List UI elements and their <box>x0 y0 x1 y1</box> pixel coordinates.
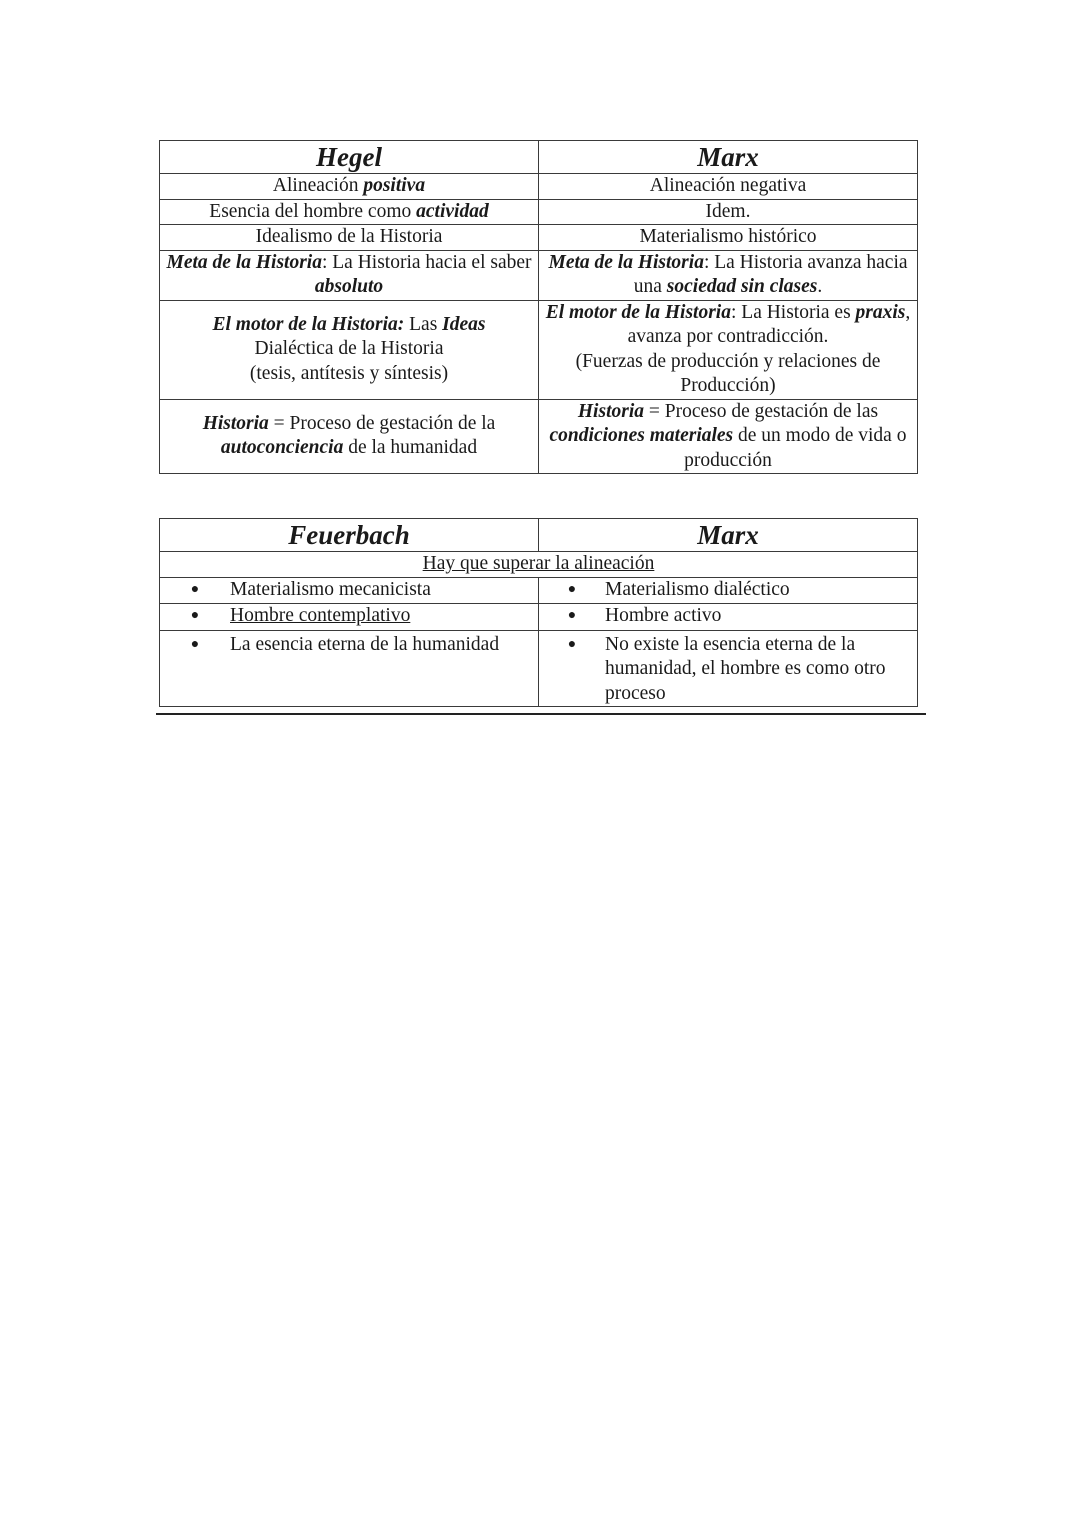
bullet-icon <box>160 633 230 658</box>
feuerbach-marx-table <box>159 518 918 707</box>
marx-item-cell <box>539 603 918 630</box>
bullet-icon <box>160 578 230 603</box>
feuerbach-item-cell <box>160 577 539 603</box>
marx-item-cell <box>539 630 918 707</box>
marx-item-cell <box>539 577 918 603</box>
bullet-icon <box>539 578 605 603</box>
hegel-essence-cell: Esencia del hombre como actividad <box>160 199 539 225</box>
marx-alienation-cell: Alineación negativa <box>539 174 918 200</box>
marx-materialism-cell: Materialismo histórico <box>539 225 918 251</box>
header-hegel: Hegel <box>160 141 539 174</box>
hegel-marx-table <box>159 140 918 474</box>
list-item: ● La esencia eterna de la humanidad <box>160 633 538 658</box>
feuerbach-item-cell <box>160 630 539 707</box>
hegel-idealism-cell: Idealismo de la Historia <box>160 225 539 251</box>
bullet-icon <box>160 604 230 629</box>
shared-statement-cell: Hay que superar la alineación <box>160 552 918 578</box>
hegel-alienation-cell: Alineación positiva <box>160 174 539 200</box>
list-item: ● Hombre activo <box>539 604 917 629</box>
list-item: ● Hombre contemplativo <box>160 604 538 629</box>
bottom-rule <box>156 713 926 715</box>
marx-goal-cell: Meta de la Historia: La Historia avanza hacia una sociedad sin clases. <box>539 250 918 300</box>
bullet-icon <box>539 604 605 629</box>
list-item: ● No existe la esencia eterna de la humanidad, el hombre es como otro proceso <box>539 633 917 707</box>
feuerbach-item-cell <box>160 603 539 630</box>
marx-essence-cell: Idem. <box>539 199 918 225</box>
list-item: ● Materialismo mecanicista <box>160 578 538 603</box>
header-marx-2: Marx <box>539 519 918 552</box>
hegel-history-cell: Historia = Proceso de gestación de la autoconciencia de la humanidad <box>160 399 539 474</box>
header-marx: Marx <box>539 141 918 174</box>
list-item: ● Materialismo dialéctico <box>539 578 917 603</box>
header-feuerbach: Feuerbach <box>160 519 539 552</box>
hegel-goal-cell: Meta de la Historia: La Historia hacia el saber absoluto <box>160 250 539 300</box>
bullet-icon <box>539 633 605 658</box>
marx-history-cell: Historia = Proceso de gestación de las condiciones materiales de un modo de vida o producción <box>539 399 918 474</box>
marx-engine-cell: El motor de la Historia: La Historia es praxis, avanza por contradicción. (Fuerzas de producción y relaciones de Producción) <box>539 300 918 399</box>
hegel-engine-cell: El motor de la Historia: Las Ideas Dialéctica de la Historia (tesis, antítesis y síntesis) <box>160 300 539 399</box>
